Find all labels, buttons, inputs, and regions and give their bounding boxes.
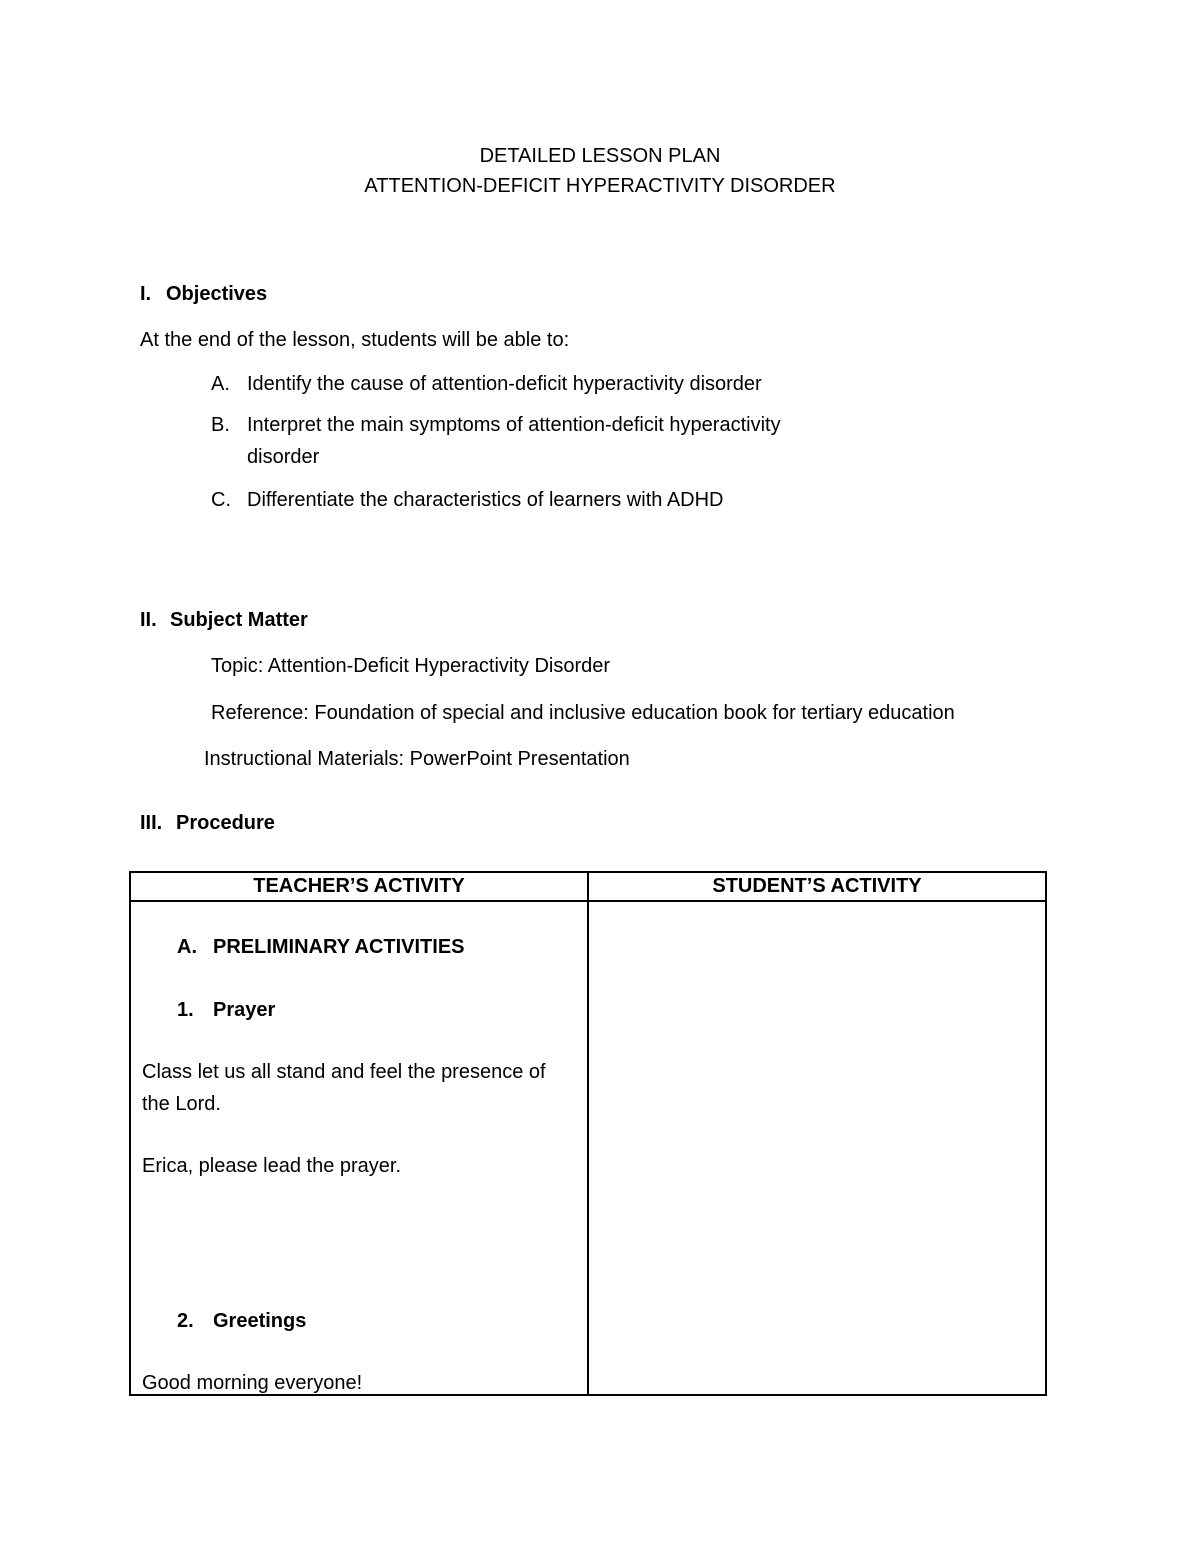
- subject-topic: Topic: Attention-Deficit Hyperactivity Disorder: [211, 655, 611, 677]
- document-subtitle: ATTENTION-DEFICIT HYPERACTIVITY DISORDER: [364, 175, 836, 197]
- objective-text: Interpret the main symptoms of attention-deficit hyperactivity: [247, 414, 781, 436]
- item-title: Greetings: [213, 1310, 307, 1332]
- item-number: 1.: [177, 999, 194, 1021]
- teacher-activity-cell: [130, 901, 588, 1395]
- objective-text: Differentiate the characteristics of learners with ADHD: [247, 489, 724, 511]
- objective-item: [211, 489, 724, 512]
- student-activity-cell: [588, 901, 1046, 1395]
- student-activity-header: STUDENT’S ACTIVITY: [588, 872, 1046, 901]
- procedure-table: [129, 871, 1047, 1396]
- greetings-heading: [177, 1310, 306, 1333]
- table-row: [130, 901, 1046, 1395]
- document-title: DETAILED LESSON PLAN: [479, 145, 721, 167]
- section-letter: A.: [177, 936, 197, 958]
- table-header-row: [130, 872, 1046, 901]
- prayer-heading: [177, 999, 275, 1022]
- prayer-text-line: Class let us all stand and feel the presence of: [142, 1061, 546, 1083]
- objectives-heading: [140, 283, 267, 306]
- procedure-number: III.: [140, 812, 163, 834]
- objective-letter: A.: [211, 373, 230, 395]
- objective-letter: C.: [211, 489, 231, 511]
- subject-materials: Instructional Materials: PowerPoint Presentation: [204, 748, 630, 770]
- objective-letter: B.: [211, 414, 230, 436]
- objective-text: Identify the cause of attention-deficit hyperactivity disorder: [247, 373, 762, 395]
- prayer-text-line: the Lord.: [142, 1093, 221, 1115]
- objectives-intro: At the end of the lesson, students will be able to:: [140, 329, 570, 351]
- objective-item: [211, 414, 781, 437]
- objectives-title: Objectives: [166, 283, 268, 305]
- subject-matter-number: II.: [140, 609, 157, 631]
- procedure-heading: [140, 812, 275, 835]
- section-title: PRELIMINARY ACTIVITIES: [213, 936, 465, 958]
- teacher-activity-header: TEACHER’S ACTIVITY: [130, 872, 588, 901]
- objectives-number: I.: [140, 283, 152, 305]
- subject-reference: Reference: Foundation of special and inclusive education book for tertiary education: [211, 702, 955, 724]
- procedure-title: Procedure: [176, 812, 275, 834]
- prayer-lead-text: Erica, please lead the prayer.: [142, 1155, 402, 1177]
- objective-item: [211, 373, 762, 396]
- subject-matter-title: Subject Matter: [170, 609, 308, 631]
- objective-text-continued: disorder: [247, 446, 320, 468]
- greeting-text: Good morning everyone!: [142, 1372, 363, 1394]
- item-number: 2.: [177, 1310, 194, 1332]
- item-title: Prayer: [213, 999, 276, 1021]
- subject-matter-heading: [140, 609, 308, 632]
- preliminary-activities-heading: [177, 936, 465, 959]
